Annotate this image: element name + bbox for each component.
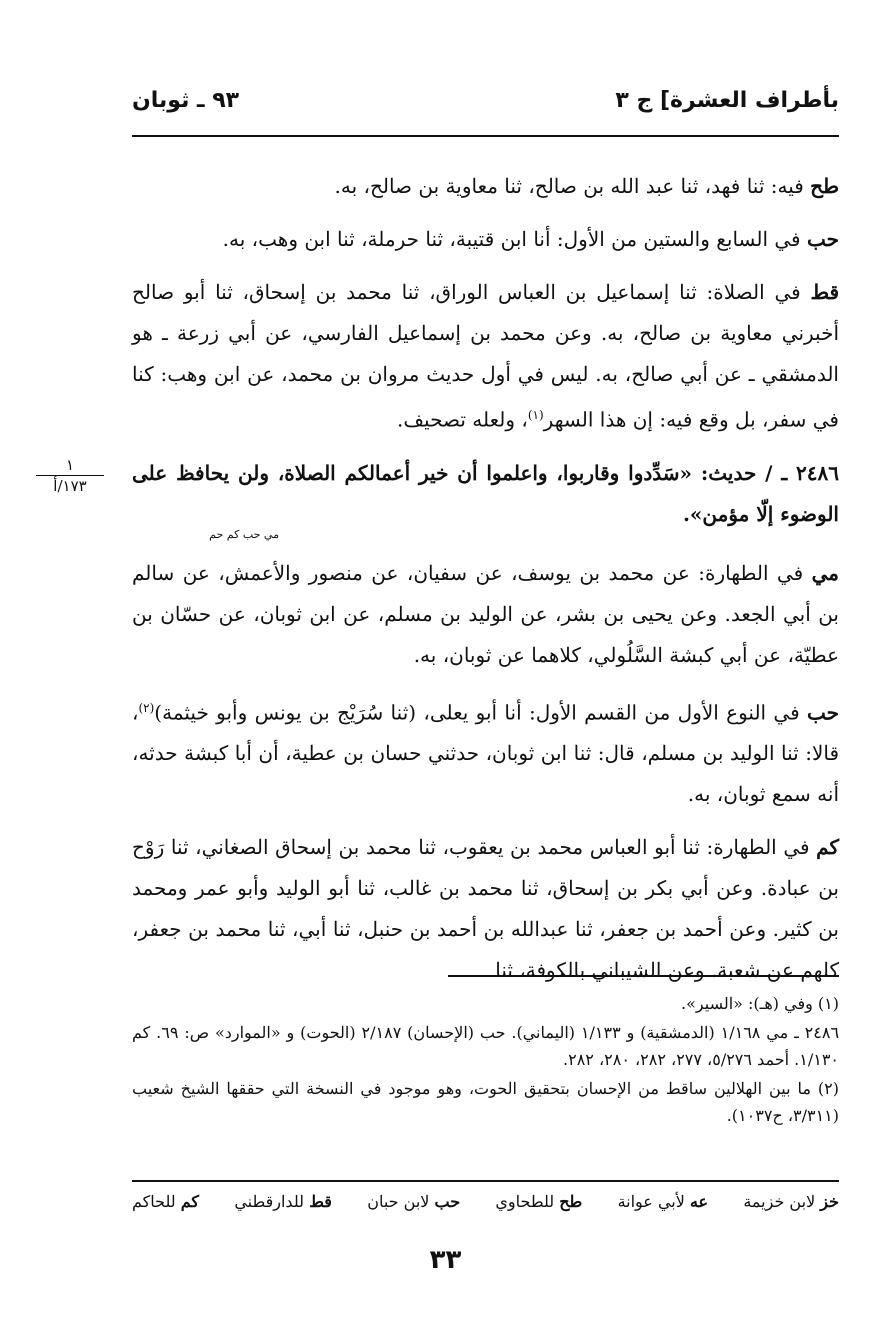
abbreviation-siglum: قط bbox=[309, 1192, 332, 1211]
paragraph-text: في النوع الأول من القسم الأول: أنا أبو يعلى، (ثنا سُرَيْج بن يونس وأبو خيثمة) bbox=[154, 700, 807, 725]
abbreviation bbox=[618, 1192, 709, 1211]
abbreviation bbox=[495, 1192, 582, 1211]
paragraph bbox=[132, 688, 839, 816]
abbreviations-key bbox=[132, 1192, 839, 1211]
abbreviation bbox=[234, 1192, 332, 1211]
paragraph-text: في السابع والستين من الأول: أنا ابن قتيبة، ثنا حرملة، ثنا ابن وهب، به. bbox=[222, 227, 807, 251]
abbreviation-siglum: طح bbox=[559, 1192, 583, 1211]
abbreviation bbox=[132, 1192, 199, 1211]
paragraph bbox=[132, 827, 839, 991]
footnote-marker: (٢) bbox=[138, 700, 155, 715]
running-header-title: بأطراف العشرة] ج ٣ bbox=[615, 88, 839, 113]
footnote: ٢٤٨٦ ـ مي ١/١٦٨ (الدمشقية) و ١/١٣٣ (اليماني). حب (الإحسان) ٢/١٨٧ (الحوت) و «الموارد» ص: ٦٩. كم ١/١٣٠. أحمد ٥/٢٧٦، ٢٧٧، ٢٨٢، ٢٨٠، ٢٨٢. bbox=[132, 1023, 840, 1069]
siglum: طح bbox=[810, 174, 839, 198]
main-text bbox=[132, 166, 839, 1003]
hadith-sources-sigla: مي حب كم حم bbox=[209, 527, 279, 541]
abbreviation-label: للدارقطني bbox=[234, 1192, 310, 1211]
paragraph-text: فيه: ثنا فهد، ثنا عبد الله بن صالح، ثنا معاوية بن صالح، به. bbox=[334, 174, 811, 198]
abbreviation-siglum: كم bbox=[180, 1192, 200, 1211]
footnote-marker: (١) bbox=[527, 408, 544, 422]
paragraph-text: ، ولعله تصحيف. bbox=[397, 407, 528, 432]
manuscript-folio-note bbox=[30, 456, 110, 495]
abbreviation-label: للحاكم bbox=[132, 1192, 181, 1211]
siglum: حب bbox=[806, 227, 839, 251]
footnote: (٢) ما بين الهلالين ساقط من الإحسان بتحقيق الحوت، وهو موجود في النسخة التي حققها الشيخ شعيب (٣/٣١١، ح١٠٣٧). bbox=[132, 1079, 839, 1125]
paragraph bbox=[132, 166, 839, 207]
siglum: مي bbox=[811, 560, 839, 585]
paragraph bbox=[132, 553, 839, 676]
paragraph-text: في الصلاة: ثنا إسماعيل بن العباس الوراق، ثنا محمد بن إسحاق، ثنا أبو صالح أخبرني معاوية بن صالح، به. وعن محمد بن إسماعيل الفارسي، عن أبي زرعة ـ هو الدمشقي ـ عن أبي صالح، به. ليس في أول حديث مروان بن محمد، عن ابن وهب: كنا في سفر، بل وقع فيه: إن هذا السهر bbox=[132, 280, 839, 432]
header-rule bbox=[132, 135, 839, 137]
paragraph-text: ، قالا: ثنا الوليد بن مسلم، قال: ثنا ابن ثوبان، حدثني حسان بن عطية، أن أبا كبشة حدثه، أنه سمع ثوبان، به. bbox=[132, 700, 839, 807]
abbreviation bbox=[367, 1192, 460, 1211]
siglum: قط bbox=[810, 280, 839, 304]
abbreviation-label: للطحاوي bbox=[495, 1192, 560, 1211]
footnotes bbox=[132, 990, 839, 1131]
paragraph bbox=[132, 219, 839, 260]
abbreviation-siglum: حب bbox=[434, 1192, 461, 1211]
footnote: (١) وفي (هـ): «السير». bbox=[681, 994, 839, 1013]
hadith-entry bbox=[132, 453, 839, 541]
abbreviation-siglum: عه bbox=[689, 1192, 709, 1211]
folio-reference: ١٧٣/أ bbox=[53, 477, 87, 495]
footnote-rule bbox=[448, 975, 839, 977]
hadith-number: ٢٤٨٦ bbox=[796, 460, 839, 485]
abbreviations-rule bbox=[132, 1180, 839, 1182]
abbreviation-label: لابن خزيمة bbox=[743, 1192, 821, 1211]
abbreviation bbox=[743, 1192, 839, 1211]
hadith-text: ـ / حديث: «سَدِّدوا وقاربوا، واعلموا أن خير أعمالكم الصلاة، ولن يحافظ على الوضوء إلّا مؤمن». bbox=[132, 460, 839, 526]
running-header-chapter: ٩٣ ـ ثوبان bbox=[132, 88, 240, 113]
folio-divider bbox=[36, 475, 104, 476]
siglum: كم bbox=[816, 835, 839, 860]
paragraph-text: في الطهارة: ثنا أبو العباس محمد بن يعقوب، ثنا محمد بن إسحاق الصغاني، ثنا رَوْح بن عبادة. وعن أبي بكر بن إسحاق، ثنا محمد بن غالب، ثنا أبو الوليد وأبو عمر ومحمد بن كثير. وعن أحمد بن جعفر، ثنا عبدالله بن أحمد بن حنبل، ثنا أبي، ثنا محمد بن جعفر، كلهم عن شعبة. وعن الشيباني بالكوفة، ثنا bbox=[132, 835, 839, 983]
paragraph bbox=[132, 272, 839, 441]
abbreviation-label: لابن حبان bbox=[367, 1192, 435, 1211]
page-number: ٣٣ bbox=[429, 1245, 462, 1275]
abbreviation-siglum: خز bbox=[820, 1192, 839, 1211]
paragraph-text: في الطهارة: عن محمد بن يوسف، عن سفيان، عن منصور والأعمش، عن سالم بن أبي الجعد. وعن يحيى بن بشر، عن الوليد بن مسلم، عن ابن ثوبان، عن حسّان بن عطيّة، عن أبي كبشة السَّلُولي، كلاهما عن ثوبان، به. bbox=[132, 560, 839, 667]
siglum: حب bbox=[806, 700, 839, 725]
abbreviation-label: لأبي عوانة bbox=[617, 1192, 690, 1211]
folio-number: ١ bbox=[65, 456, 75, 474]
